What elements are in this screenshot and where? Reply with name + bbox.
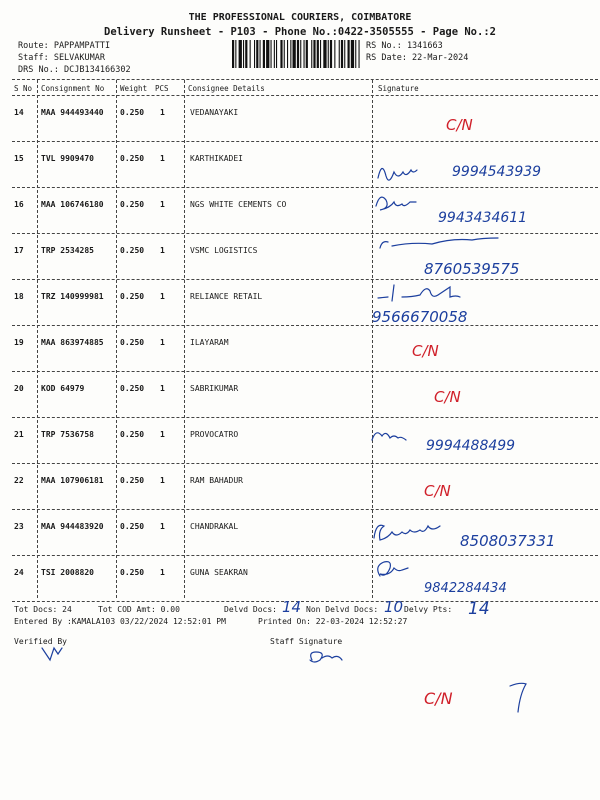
cell-consignment-no: MAA 107906181	[41, 476, 104, 485]
total-docs: Tot Docs: 24	[14, 605, 72, 614]
delivery-points-label: Delvy Pts:	[404, 605, 453, 614]
col-header-weight: Weight	[120, 84, 148, 93]
handwritten-phone: 9943434611	[438, 210, 528, 226]
handwritten-phone: 8508037331	[460, 532, 556, 550]
signature-scribble	[310, 652, 342, 662]
rs-number: RS No.: 1341663	[366, 41, 443, 51]
cell-weight: 0.250	[120, 338, 145, 347]
cell-consignee: CHANDRAKAL	[190, 522, 239, 531]
cell-sno: 19	[14, 338, 24, 347]
cell-sno: 15	[14, 154, 24, 163]
handwritten-phone: 8760539575	[424, 260, 520, 278]
table-row	[0, 142, 600, 188]
barcode-bar	[334, 40, 335, 68]
cell-weight: 0.250	[120, 246, 145, 255]
barcode-bar	[293, 40, 296, 68]
col-header-consignment: Consignment No	[41, 84, 105, 93]
page-title: THE PROFESSIONAL COURIERS, COIMBATORE	[188, 12, 412, 23]
table-row	[0, 96, 600, 142]
delivered-docs-label: Delvd Docs:	[224, 605, 277, 614]
staff-signature-label: Staff Signature	[270, 637, 343, 646]
cell-sno: 17	[14, 246, 24, 255]
barcode-bar	[280, 40, 282, 68]
table-row	[0, 326, 600, 372]
cell-consignment-no: MAA 944493440	[41, 108, 104, 117]
printed-on: Printed On: 22-03-2024 12:52:27	[258, 617, 408, 626]
barcode-bar	[341, 40, 343, 68]
route-text: Route: PAPPAMPATTI	[18, 41, 111, 51]
barcode-bar	[245, 40, 247, 68]
barcode-bar	[330, 40, 332, 68]
cell-sno: 24	[14, 568, 24, 577]
cell-consignment-no: KOD 64979	[41, 384, 85, 393]
cell-consignee: KARTHIKADEI	[190, 154, 243, 163]
cell-consignee: RELIANCE RETAIL	[190, 292, 263, 301]
barcode-bar	[300, 40, 301, 68]
barcode-bar	[313, 40, 315, 68]
handwritten-phone: 9566670058	[372, 308, 468, 326]
entered-by: Entered By :KAMALA103 03/22/2024 12:52:01 PM	[14, 617, 226, 626]
cell-pcs: 1	[160, 384, 165, 393]
handwritten-cn-mark: C/N	[424, 482, 451, 500]
cell-weight: 0.250	[120, 108, 145, 117]
barcode-bar	[271, 40, 272, 68]
table-row	[0, 510, 600, 556]
cell-pcs: 1	[160, 476, 165, 485]
table-row	[0, 464, 600, 510]
cell-pcs: 1	[160, 154, 165, 163]
verified-by-label: Verified By	[14, 637, 67, 646]
handwritten-phone: 9994543939	[452, 164, 542, 180]
cell-consignment-no: TRP 2534285	[41, 246, 94, 255]
barcode-bar	[260, 40, 261, 68]
cell-consignee: PROVOCATRO	[190, 430, 239, 439]
cell-consignee: SABRIKUMAR	[190, 384, 239, 393]
cell-sno: 21	[14, 430, 24, 439]
page-subtitle: Delivery Runsheet - P103 - Phone No.:0422-3505555 - Page No.:2	[104, 26, 496, 38]
barcode-bar	[323, 40, 326, 68]
cell-consignment-no: TRZ 140999981	[41, 292, 104, 301]
cell-consignment-no: TVL 9909470	[41, 154, 94, 163]
handwritten-cn-mark: C/N	[434, 388, 461, 406]
cell-sno: 18	[14, 292, 24, 301]
rs-date: RS Date: 22-Mar-2024	[366, 53, 469, 63]
barcode-bar	[256, 40, 258, 68]
barcode-bar	[287, 40, 288, 68]
handwritten-phone: 9994488499	[426, 438, 516, 454]
cell-pcs: 1	[160, 430, 165, 439]
barcode-bar	[320, 40, 321, 68]
barcode-bar	[304, 40, 305, 68]
barcode-bar	[355, 40, 356, 68]
cell-weight: 0.250	[120, 384, 145, 393]
cell-consignment-no: MAA 106746180	[41, 200, 104, 209]
cell-pcs: 1	[160, 108, 165, 117]
cell-pcs: 1	[160, 200, 165, 209]
barcode-bar	[254, 40, 255, 68]
barcode-bar	[239, 40, 242, 68]
handwritten-cn-mark: C/N	[446, 116, 473, 134]
cell-sno: 16	[14, 200, 24, 209]
table-row	[0, 280, 600, 326]
barcode-bar	[284, 40, 285, 68]
handwritten-delivery-points: 14	[468, 599, 490, 619]
barcode-bar	[235, 40, 236, 68]
cell-consignee: VSMC LOGISTICS	[190, 246, 258, 255]
barcode-bar	[317, 40, 319, 68]
cell-pcs: 1	[160, 246, 165, 255]
staff-text: Staff: SELVAKUMAR	[18, 53, 105, 63]
cell-weight: 0.250	[120, 568, 145, 577]
barcode-bar	[359, 40, 360, 68]
cell-weight: 0.250	[120, 154, 145, 163]
col-header-consignee: Consignee Details	[188, 84, 265, 93]
cell-consignee: NGS WHITE CEMENTS CO	[190, 200, 287, 209]
cell-pcs: 1	[160, 338, 165, 347]
barcode-bar	[339, 40, 340, 68]
barcode-bar	[276, 40, 277, 68]
drs-number: DRS No.: DCJB134166302	[18, 65, 131, 75]
barcode-bar	[344, 40, 345, 68]
table-row	[0, 188, 600, 234]
barcode-bar	[306, 40, 308, 68]
cell-consignment-no: TRP 7536758	[41, 430, 94, 439]
cell-pcs: 1	[160, 568, 165, 577]
barcode-image	[232, 40, 360, 68]
cell-consignee: VEDANAYAKI	[190, 108, 239, 117]
barcode-bar	[290, 40, 291, 68]
col-header-sno: S No	[14, 84, 33, 93]
cell-sno: 22	[14, 476, 24, 485]
cell-consignment-no: TSI 2008820	[41, 568, 94, 577]
barcode-bar	[297, 40, 299, 68]
cell-sno: 23	[14, 522, 24, 531]
table-row	[0, 372, 600, 418]
barcode-bar	[311, 40, 312, 68]
cell-sno: 14	[14, 108, 24, 117]
cell-consignee: ILAYARAM	[190, 338, 229, 347]
col-header-pcs: PCS	[155, 84, 169, 93]
cell-weight: 0.250	[120, 292, 145, 301]
barcode-bar	[263, 40, 265, 68]
cell-sno: 20	[14, 384, 24, 393]
barcode-bar	[348, 40, 350, 68]
cell-pcs: 1	[160, 522, 165, 531]
cell-consignee: RAM BAHADUR	[190, 476, 243, 485]
cell-consignment-no: MAA 944483920	[41, 522, 104, 531]
cell-weight: 0.250	[120, 200, 145, 209]
cell-weight: 0.250	[120, 522, 145, 531]
cell-pcs: 1	[160, 292, 165, 301]
handwritten-delivered-count: 14	[282, 598, 302, 616]
barcode-bar	[250, 40, 251, 68]
table-row	[0, 556, 600, 602]
handwritten-cn-mark: C/N	[412, 342, 439, 360]
barcode-bar	[328, 40, 329, 68]
handwritten-phone: 9842284434	[424, 581, 507, 596]
handwritten-cn-mark: C/N	[424, 689, 453, 708]
row-rule	[12, 601, 598, 602]
barcode-bar	[266, 40, 269, 68]
cell-weight: 0.250	[120, 430, 145, 439]
signature-scribble	[42, 648, 62, 660]
col-header-signature: Signature	[378, 84, 419, 93]
cell-consignee: GUNA SEAKRAN	[190, 568, 248, 577]
signature-scribble	[510, 683, 526, 712]
cell-weight: 0.250	[120, 476, 145, 485]
barcode-bar	[243, 40, 244, 68]
table-row	[0, 418, 600, 464]
total-cod-amount: Tot COD Amt: 0.00	[98, 605, 180, 614]
barcode-bar	[351, 40, 354, 68]
table-row	[0, 234, 600, 280]
handwritten-non-delivered-count: 10	[384, 598, 404, 616]
barcode-bar	[274, 40, 275, 68]
barcode-bar	[232, 40, 234, 68]
non-delivered-docs-label: Non Delvd Docs:	[306, 605, 379, 614]
cell-consignment-no: MAA 863974885	[41, 338, 104, 347]
table-top-rule	[12, 79, 598, 80]
